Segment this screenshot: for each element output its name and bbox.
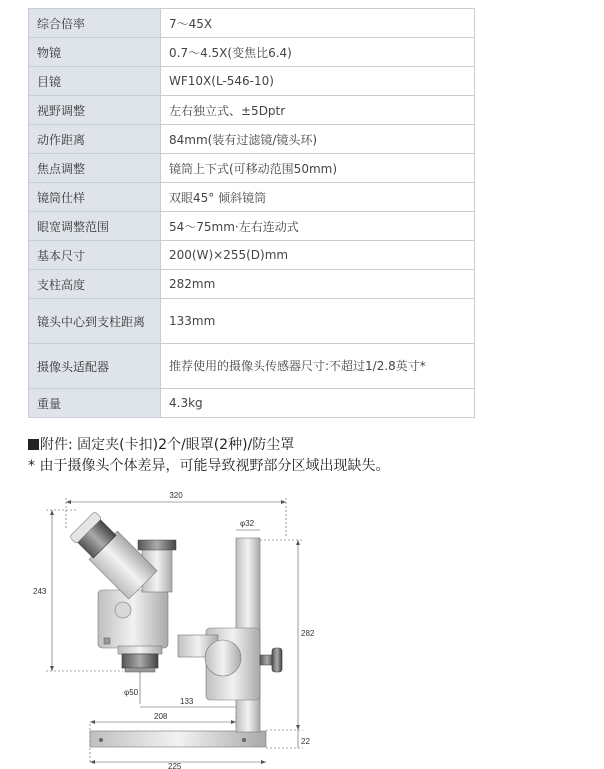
dim-base-height: 22 xyxy=(301,737,310,746)
microscope-dimension-diagram xyxy=(28,490,315,769)
spec-row xyxy=(29,96,475,125)
dim-lens-dia: φ50 xyxy=(124,688,139,697)
spec-value: 133mm xyxy=(161,299,475,344)
spec-row xyxy=(29,183,475,212)
spec-label: 支柱高度 xyxy=(29,270,161,299)
dim-base-inner: 208 xyxy=(154,712,168,721)
spec-row xyxy=(29,9,475,38)
spec-row xyxy=(29,125,475,154)
spec-row xyxy=(29,212,475,241)
dim-height: 243 xyxy=(33,587,47,596)
spec-value: 0.7〜4.5X(变焦比6.4) xyxy=(161,38,475,67)
spec-label: 视野调整 xyxy=(29,96,161,125)
spec-label: 重量 xyxy=(29,389,161,418)
accessories-note xyxy=(28,435,389,456)
stand-base xyxy=(90,731,266,747)
focus-knob-housing xyxy=(205,640,241,676)
spec-value: 4.3kg xyxy=(161,389,475,418)
spec-label: 眼宽调整范围 xyxy=(29,212,161,241)
dim-width-total: 320 xyxy=(169,491,183,500)
spec-label: 镜头中心到支柱距离 xyxy=(29,299,161,344)
spec-value: 推荐使用的摄像头传感器尺寸:不超过1/2.8英寸* xyxy=(161,344,475,389)
spec-row xyxy=(29,67,475,96)
spec-row xyxy=(29,270,475,299)
objective-ring xyxy=(118,646,162,654)
spec-value: 双眼45° 倾斜镜筒 xyxy=(161,183,475,212)
spec-row xyxy=(29,241,475,270)
spec-value: 282mm xyxy=(161,270,475,299)
spec-label: 摄像头适配器 xyxy=(29,344,161,389)
footnote: * 由于摄像头个体差异，可能导致视野部分区域出现缺失。 xyxy=(28,458,390,474)
spec-value: 200(W)×255(D)mm xyxy=(161,241,475,270)
spec-row xyxy=(29,344,475,389)
notes xyxy=(28,435,389,477)
spec-value: 84mm(装有过滤镜/镜头环) xyxy=(161,125,475,154)
spec-label: 综合倍率 xyxy=(29,9,161,38)
spec-label: 目镜 xyxy=(29,67,161,96)
spec-label: 焦点调整 xyxy=(29,154,161,183)
spec-value: 54〜75mm·左右连动式 xyxy=(161,212,475,241)
spec-label: 动作距离 xyxy=(29,125,161,154)
dim-lens-to-pillar: 133 xyxy=(180,697,194,706)
dim-pillar-dia: φ32 xyxy=(240,519,255,528)
objective-lens xyxy=(122,654,158,668)
spec-value: 镜筒上下式(可移动范围50mm) xyxy=(161,154,475,183)
spec-value: 左右独立式、±5Dptr xyxy=(161,96,475,125)
spec-row xyxy=(29,299,475,344)
spec-row xyxy=(29,38,475,67)
dim-pillar-height: 282 xyxy=(301,629,315,638)
spec-value: 7〜45X xyxy=(161,9,475,38)
spec-label: 镜筒仕样 xyxy=(29,183,161,212)
spec-table xyxy=(28,8,475,418)
spec-row xyxy=(29,154,475,183)
accessories-text: 附件: 固定夹(卡扣)2个/眼罩(2种)/防尘罩 xyxy=(40,437,295,453)
spec-label: 基本尺寸 xyxy=(29,241,161,270)
spec-label: 物镜 xyxy=(29,38,161,67)
dim-base-total: 225 xyxy=(168,762,182,769)
spec-value: WF10X(L-546-10) xyxy=(161,67,475,96)
square-bullet-icon xyxy=(28,439,39,450)
focus-knob-icon xyxy=(272,648,282,672)
spec-row xyxy=(29,389,475,418)
